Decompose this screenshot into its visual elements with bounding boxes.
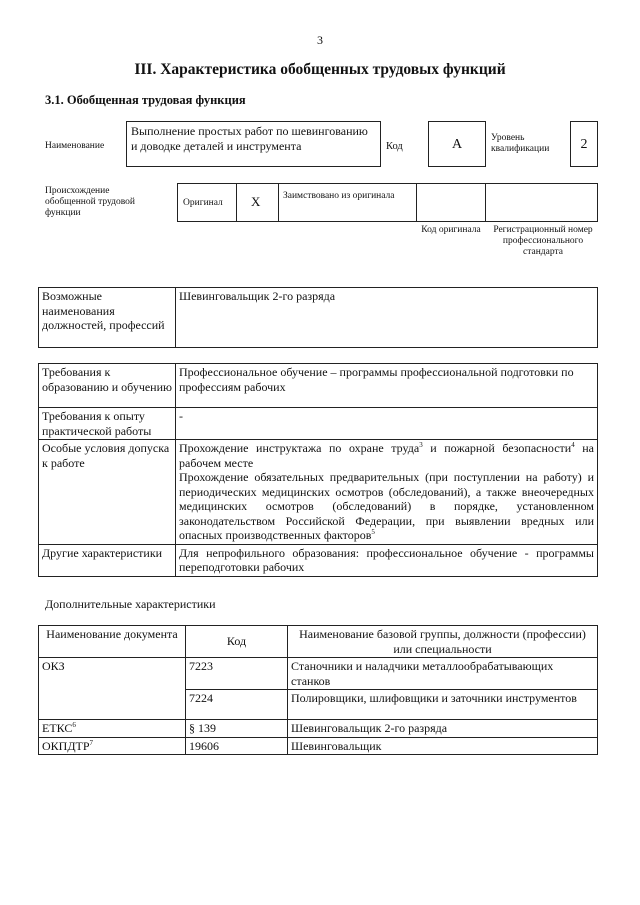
okz-code-1: 7223 [186, 658, 288, 690]
additional-title: Дополнительные характеристики [45, 597, 216, 611]
level-value: 2 [580, 137, 588, 152]
subsection-title: 3.1. Обобщенная трудовая функция [45, 93, 246, 107]
positions-value: Шевинговальщик 2-го разряда [176, 288, 598, 348]
education-label: Требования к образованию и обучению [39, 364, 176, 408]
special-p1: Прохождение инструктажа по охране труда$^3$ и пожарной безопасности$^4$ на рабочем месте [179, 441, 594, 470]
origin-label: Происхождение обобщенной трудовой функции [45, 186, 135, 218]
special-value [176, 440, 598, 545]
okpdtr-code: 19606 [186, 737, 288, 755]
okpdtr-label: ОКПДТР$^7$ [39, 737, 186, 755]
etks-label: ЕТКС$^6$ [39, 720, 186, 738]
borrowed-label: Заимствовано из оригинала [283, 191, 395, 201]
col-doc-header: Наименование документа [39, 626, 186, 658]
code-value: A [451, 137, 463, 152]
function-name-box [126, 121, 381, 167]
level-value-box [570, 121, 598, 167]
name-label: Наименование [45, 141, 105, 151]
additional-table [38, 625, 598, 755]
etks-code: § 139 [186, 720, 288, 738]
reg-number-label: Регистрационный номер профессионального стандарта [493, 225, 593, 257]
origin-box [177, 183, 598, 222]
special-label: Особые условия допуска к работе [39, 440, 176, 545]
section-title: III. Характеристика обобщенных трудовых функций [134, 61, 506, 78]
experience-label: Требования к опыту практической работы [39, 408, 176, 440]
function-name-value: Выполнение простых работ по шевингованию и доводке деталей и инструмента [131, 124, 368, 153]
original-mark: X [251, 194, 261, 209]
education-value: Профессиональное обучение – программы профессиональной подготовки по профессиям рабочих [176, 364, 598, 408]
positions-table [38, 287, 598, 348]
okpdtr-name: Шевинговальщик [288, 737, 598, 755]
positions-label: Возможные наименования должностей, профессий [39, 288, 176, 348]
experience-value: - [176, 408, 598, 440]
okz-name-2: Полировщики, шлифовщики и заточники инструментов [288, 690, 598, 720]
okz-label: ОКЗ [39, 658, 186, 720]
code-value-box [428, 121, 486, 167]
col-name-header: Наименование базовой группы, должности (профессии) или специальности [288, 626, 598, 658]
col-code-header: Код [186, 626, 288, 658]
code-original-label: Код оригинала [421, 225, 481, 235]
original-label: Оригинал [183, 198, 223, 208]
page-number: 3 [317, 33, 323, 47]
okz-name-1: Станочники и наладчики металлообрабатывающих станков [288, 658, 598, 690]
other-label: Другие характеристики [39, 544, 176, 576]
etks-name: Шевинговальщик 2-го разряда [288, 720, 598, 738]
special-p2: Прохождение обязательных предварительных (при поступлении на работу) и периодических медицинских осмотров (обследований), а также внеочередных медицинских осмотров (обследований) в порядке, установленном законодательством Российской Федерации, при выявлении вредных или опасных производственных факторов$^5$ [179, 470, 594, 542]
code-label: Код [386, 141, 403, 152]
requirements-table [38, 363, 598, 577]
level-label: Уровень квалификации [491, 133, 550, 154]
other-value: Для непрофильного образования: профессиональное обучение - программы переподготовки рабочих [176, 544, 598, 576]
okz-code-2: 7224 [186, 690, 288, 720]
